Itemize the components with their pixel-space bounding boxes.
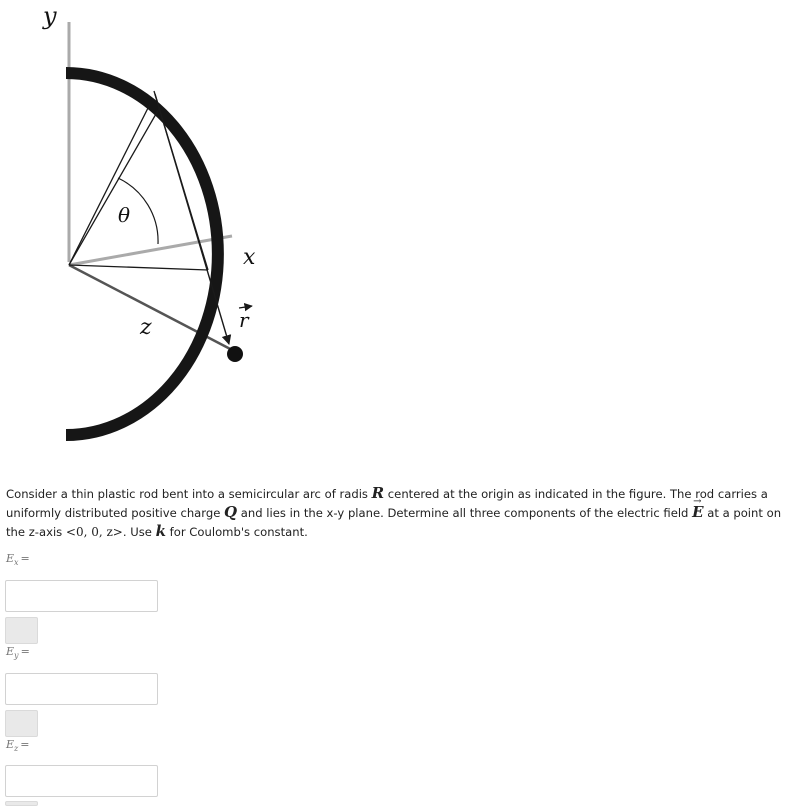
ex-submit-button[interactable] [5,617,38,644]
ey-label: $E_y$ = [6,645,30,660]
theta-label: θ [118,203,131,227]
ex-label: $E_x$ = [6,552,30,567]
x-axis [69,236,232,265]
point-vector: <0, 0, z> [65,525,123,539]
y-axis-label: y [43,2,57,30]
symbol-k: k [155,522,166,540]
question-text [6,484,798,541]
ex-answer-input[interactable] [5,580,158,612]
z-axis-label: z [140,315,152,340]
question-part-1: Consider a thin plastic rod bent into a semicircular arc of radis [6,487,372,501]
question-part-5: . Use [122,525,156,539]
segment-line-1 [69,104,150,265]
semicircular-rod [66,73,218,435]
symbol-Q: Q [224,503,238,521]
symbol-R: R [371,484,385,502]
baseline-line [69,265,208,270]
ez-label: $E_z$ = [6,738,30,753]
question-part-4: at a point on the z-axis [6,506,782,539]
question-part-3: and lies in the x-y plane. Determine all three components of the electric field [237,506,693,520]
question-part-2: centered at the origin as indicated in the figure. The rod carries a uniformly distributed positive charge [6,487,768,520]
question-part-6: for Coulomb's constant. [166,525,308,539]
ey-submit-button[interactable] [5,710,38,737]
symbol-E-vector: → E [692,503,703,521]
ey-answer-input[interactable] [5,673,158,705]
ez-submit-button[interactable] [5,801,38,806]
field-point [227,346,243,362]
x-axis-label: x [243,245,256,270]
segment-line-2 [69,107,160,265]
ez-answer-input[interactable] [5,765,158,797]
semicircle-figure [0,0,340,460]
r-vector-label: r [239,308,249,332]
